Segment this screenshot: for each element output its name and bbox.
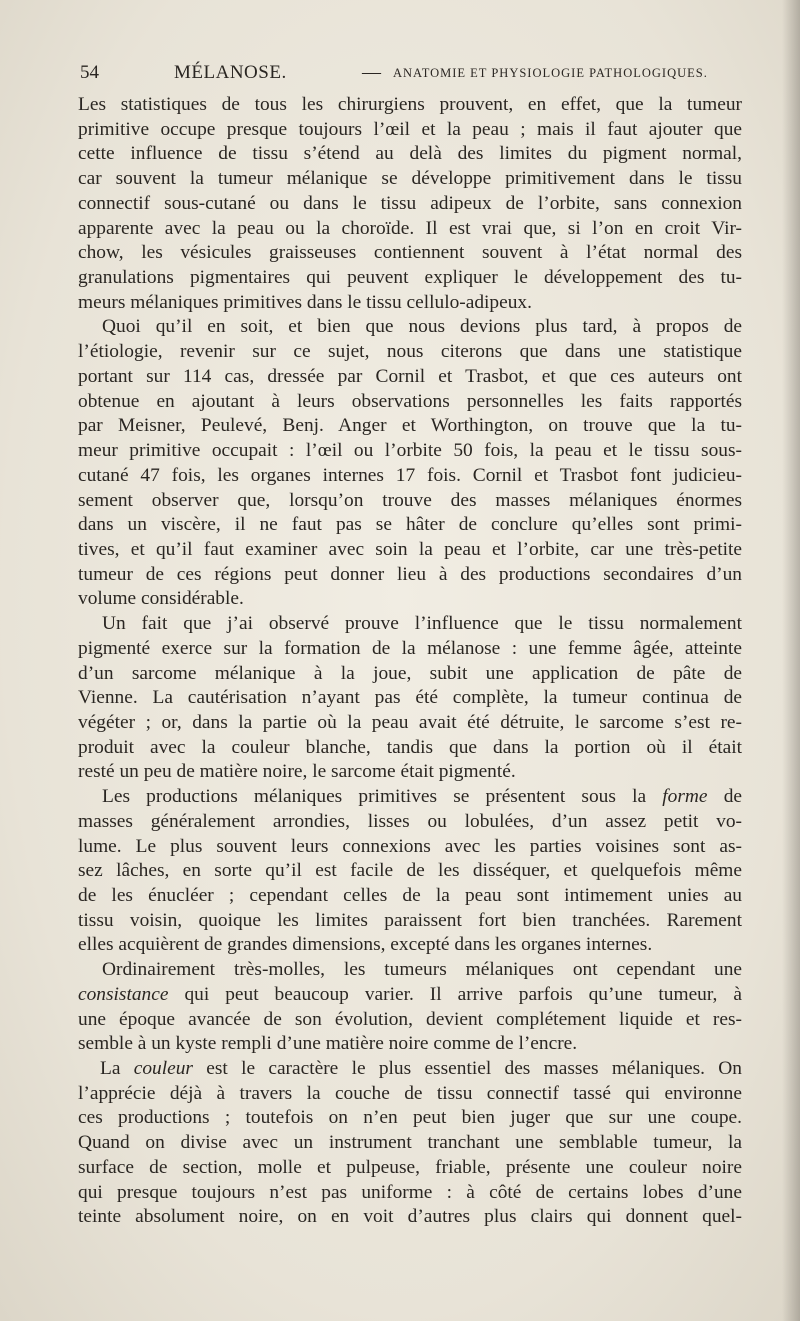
text-line: tissu voisin, quoique les limites paraissent fort bien tranchées. Rarement — [78, 909, 742, 931]
text-line: produit avec la couleur blanche, tandis que dans la portion où il était — [78, 736, 742, 758]
page-gutter-shadow — [782, 0, 800, 1321]
text-line: tumeur de ces régions peut donner lieu à des productions secondaires d’un — [78, 563, 742, 585]
text-line: masses généralement arrondies, lisses ou lobulées, d’un assez petit vo- — [78, 810, 742, 832]
text-line: Ordinairement très-molles, les tumeurs mélaniques ont cependant une — [102, 959, 742, 981]
text-line: granulations pigmentaires qui peuvent expliquer le développement des tu- — [78, 267, 742, 289]
running-subtitle: ANATOMIE ET PHYSIOLOGIE PATHOLOGIQUES. — [393, 66, 708, 80]
text-line: surface de section, molle et pulpeuse, friable, présente une couleur noire — [78, 1156, 742, 1178]
text-line: Quoi qu’il en soit, et bien que nous devions plus tard, à propos de — [102, 316, 742, 338]
text-line: meur primitive occupait : l’œil ou l’orbite 50 fois, la peau et le tissu sous- — [78, 440, 742, 462]
text-line: dans un viscère, il ne faut pas se hâter de conclure qu’elles sont primi- — [78, 514, 742, 536]
running-header — [80, 62, 720, 88]
text-line: de les énucléer ; cependant celles de la peau sont intimement unies au — [78, 885, 742, 906]
text-line: portant sur 114 cas, dressée par Cornil et Trasbot, et que ces auteurs ont — [78, 365, 742, 387]
text-line: car souvent la tumeur mélanique se développe primitivement dans le tissu — [78, 168, 742, 190]
text-line: cutané 47 fois, les organes internes 17 fois. Cornil et Trasbot font judicieu- — [78, 464, 742, 486]
text-line: semble à un kyste rempli d’une matière noire comme de l’encre. — [78, 1033, 578, 1055]
text-line: d’un sarcome mélanique à la joue, subit une application de pâte de — [78, 662, 742, 684]
text-line: connectif sous-cutané ou dans le tissu adipeux de l’orbite, sans connexion — [78, 192, 742, 214]
text-line: teinte absolument noire, on en voit d’autres plus clairs qui donnent quel- — [78, 1206, 742, 1228]
text-line: volume considérable. — [78, 588, 244, 610]
page-number: 54 — [80, 62, 99, 83]
text-line: tives, et qu’il faut examiner avec soin la peau et l’orbite, car une très-petite — [78, 538, 742, 560]
text-line: par Meisner, Peulevé, Benj. Anger et Worthington, on trouve que la tu- — [78, 415, 742, 437]
running-title: MÉLANOSE. — [174, 62, 287, 83]
text-line: l’étiologie, revenir sur ce sujet, nous citerons que dans une statistique — [78, 341, 742, 363]
body-text — [78, 93, 742, 1230]
header-dash: — — [362, 62, 381, 83]
text-line: Un fait que j’ai observé prouve l’influence que le tissu normalement — [102, 613, 742, 635]
text-line: primitive occupe presque toujours l’œil et la peau ; mais il faut ajouter que — [78, 118, 742, 140]
text-line: une époque avancée de son évolution, devient complétement liquide et res- — [78, 1008, 742, 1030]
text-line: qui presque toujours n’est pas uniforme : à côté de certains lobes d’une — [78, 1181, 742, 1203]
italic-term: consistance — [78, 983, 169, 1005]
text-line: apparente avec la peau ou la choroïde. Il est vrai que, si l’on en croit Vir- — [78, 217, 742, 239]
text-line: resté un peu de matière noire, le sarcome était pigmenté. — [78, 761, 516, 783]
text-line: Les statistiques de tous les chirurgiens prouvent, en effet, que la tumeur — [78, 94, 742, 115]
text-line: sez lâches, en sorte qu’il est facile de les disséquer, et quelquefois même — [78, 860, 742, 882]
italic-term: couleur — [133, 1058, 193, 1080]
text-line: consistance qui peut beaucoup varier. Il arrive parfois qu’une tumeur, à — [78, 983, 742, 1005]
text-line: sement observer que, lorsqu’on trouve des masses mélaniques énormes — [78, 489, 742, 511]
text-line: l’apprécie déjà à travers la couche de tissu connectif tassé qui environne — [78, 1082, 742, 1104]
text-line: Quand on divise avec un instrument tranchant une semblable tumeur, la — [78, 1132, 742, 1154]
text-line: chow, les vésicules graisseuses contiennent souvent à l’état normal des — [78, 242, 742, 264]
text-line: meurs mélaniques primitives dans le tissu cellulo-adipeux. — [78, 291, 532, 313]
text-line: Les productions mélaniques primitives se présentent sous la forme de — [102, 786, 742, 808]
text-line: obtenue en ajoutant à leurs observations personnelles les faits rapportés — [78, 390, 742, 412]
text-line: La couleur est le caractère le plus essentiel des masses mélaniques. On — [100, 1058, 742, 1080]
text-line: pigmenté exerce sur la formation de la mélanose : une femme âgée, atteinte — [78, 637, 742, 659]
text-line: Vienne. La cautérisation n’ayant pas été complète, la tumeur continua de — [78, 687, 742, 709]
text-line: cette influence de tissu s’étend au delà des limites du pigment normal, — [78, 143, 742, 165]
text-line: lume. Le plus souvent leurs connexions avec les parties voisines sont as- — [78, 835, 742, 857]
text-line: ces productions ; toutefois on n’en peut bien juger que sur une coupe. — [78, 1107, 742, 1129]
italic-term: forme — [662, 786, 708, 808]
text-line: elles acquièrent de grandes dimensions, excepté dans les organes internes. — [78, 934, 653, 956]
text-line: végéter ; or, dans la partie où la peau avait été détruite, le sarcome s’est re- — [78, 711, 742, 733]
